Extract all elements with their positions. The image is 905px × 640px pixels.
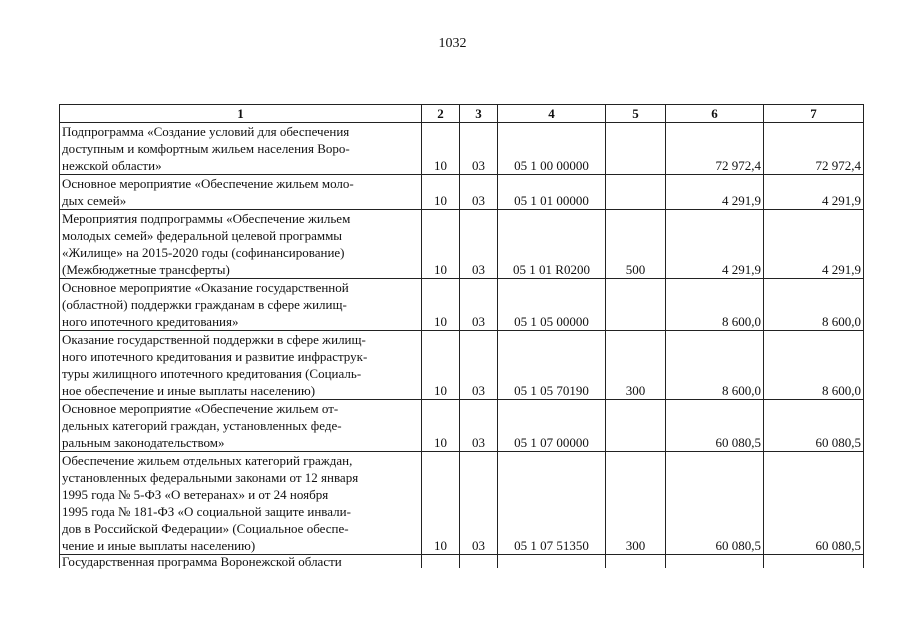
subsection-cell: 03 [460, 400, 498, 452]
expense-type-cell [606, 123, 666, 175]
page-number: 1032 [438, 36, 467, 51]
amount-cell [764, 555, 864, 569]
amount-cell: 8 600,0 [764, 331, 864, 400]
amount-cell: 8 600,0 [764, 279, 864, 331]
table-row [60, 123, 864, 175]
table-header-row [60, 105, 864, 123]
subsection-cell [460, 555, 498, 569]
expense-type-cell: 300 [606, 452, 666, 555]
target-code-cell: 05 1 00 00000 [498, 123, 606, 175]
target-code-cell: 05 1 07 00000 [498, 400, 606, 452]
amount-cell: 72 972,4 [666, 123, 764, 175]
target-code-cell: 05 1 07 51350 [498, 452, 606, 555]
column-header: 5 [606, 105, 666, 123]
amount-cell: 8 600,0 [666, 331, 764, 400]
row-name-cell: Основное мероприятие «Оказание государственной (областной) поддержки гражданам в сфере жилищ- ного ипотечного кредитования» [60, 279, 422, 331]
table-row [60, 400, 864, 452]
subsection-cell: 03 [460, 175, 498, 210]
subsection-cell: 03 [460, 331, 498, 400]
expense-type-cell [606, 175, 666, 210]
column-header: 2 [422, 105, 460, 123]
column-header: 3 [460, 105, 498, 123]
row-name-cell: Обеспечение жильем отдельных категорий граждан, установленных федеральными законами от 12 января 1995 года № 5-ФЗ «О ветеранах» и от 24 ноября 1995 года № 181-ФЗ «О социальной защите инвали- дов в Российской Федерации» (Социальное обеспе- чение и иные выплаты населению) [60, 452, 422, 555]
row-name-cell: Государственная программа Воронежской области [60, 555, 422, 569]
section-cell: 10 [422, 400, 460, 452]
row-name-cell: Мероприятия подпрограммы «Обеспечение жильем молодых семей» федеральной целевой программы «Жилище» на 2015-2020 годы (софинансирование) (Межбюджетные трансферты) [60, 210, 422, 279]
subsection-cell: 03 [460, 123, 498, 175]
subsection-cell: 03 [460, 279, 498, 331]
section-cell: 10 [422, 279, 460, 331]
amount-cell: 4 291,9 [666, 210, 764, 279]
budget-table [59, 104, 864, 568]
target-code-cell: 05 1 05 70190 [498, 331, 606, 400]
expense-type-cell: 300 [606, 331, 666, 400]
subsection-cell: 03 [460, 210, 498, 279]
expense-type-cell [606, 279, 666, 331]
amount-cell: 60 080,5 [764, 400, 864, 452]
target-code-cell: 05 1 01 00000 [498, 175, 606, 210]
column-header: 1 [60, 105, 422, 123]
expense-type-cell [606, 555, 666, 569]
section-cell [422, 555, 460, 569]
amount-cell: 8 600,0 [666, 279, 764, 331]
amount-cell: 60 080,5 [764, 452, 864, 555]
section-cell: 10 [422, 123, 460, 175]
target-code-cell: 05 1 05 00000 [498, 279, 606, 331]
table-row [60, 331, 864, 400]
section-cell: 10 [422, 175, 460, 210]
amount-cell: 4 291,9 [666, 175, 764, 210]
amount-cell: 4 291,9 [764, 210, 864, 279]
section-cell: 10 [422, 452, 460, 555]
amount-cell: 72 972,4 [764, 123, 864, 175]
row-name-cell: Основное мероприятие «Обеспечение жильем от- дельных категорий граждан, установленных феде- ральным законодательством» [60, 400, 422, 452]
expense-type-cell: 500 [606, 210, 666, 279]
subsection-cell: 03 [460, 452, 498, 555]
amount-cell [666, 555, 764, 569]
amount-cell: 60 080,5 [666, 452, 764, 555]
column-header: 4 [498, 105, 606, 123]
row-name-cell: Основное мероприятие «Обеспечение жильем моло- дых семей» [60, 175, 422, 210]
table-row [60, 452, 864, 555]
target-code-cell [498, 555, 606, 569]
section-cell: 10 [422, 210, 460, 279]
table-row [60, 175, 864, 210]
table-row [60, 279, 864, 331]
section-cell: 10 [422, 331, 460, 400]
expense-type-cell [606, 400, 666, 452]
row-name-cell: Оказание государственной поддержки в сфере жилищ- ного ипотечного кредитования и развитие инфраструк- туры жилищного ипотечного кредитования (Социаль- ное обеспечение и иные выплаты населению) [60, 331, 422, 400]
amount-cell: 4 291,9 [764, 175, 864, 210]
column-header: 6 [666, 105, 764, 123]
column-header: 7 [764, 105, 864, 123]
row-name-cell: Подпрограмма «Создание условий для обеспечения доступным и комфортным жильем населения Воро- нежской области» [60, 123, 422, 175]
amount-cell: 60 080,5 [666, 400, 764, 452]
target-code-cell: 05 1 01 R0200 [498, 210, 606, 279]
table-row [60, 210, 864, 279]
table-row [60, 555, 864, 569]
